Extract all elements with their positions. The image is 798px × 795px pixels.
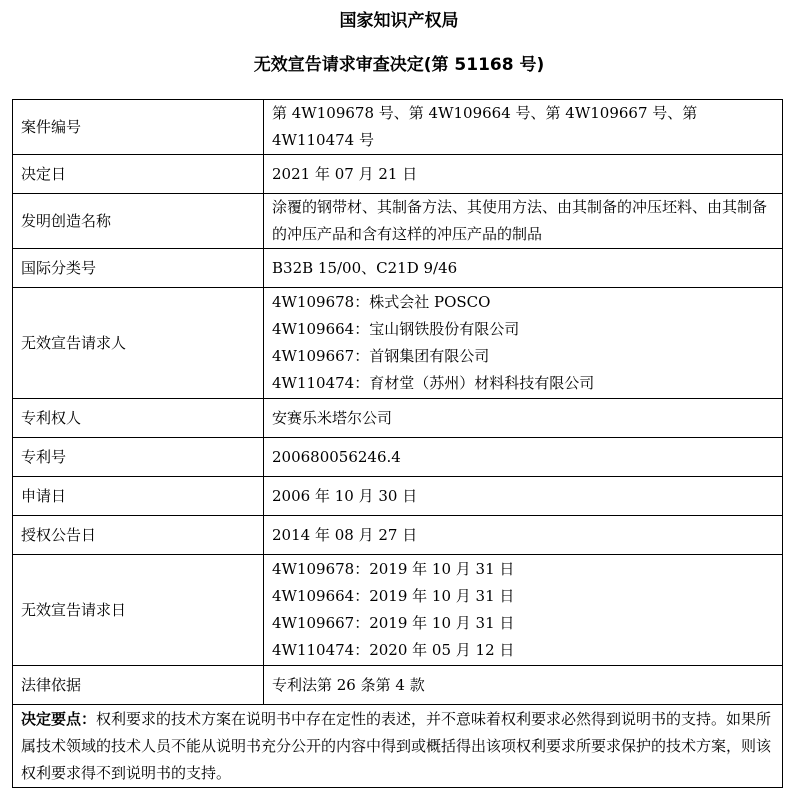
table-row (13, 100, 783, 155)
invention-name-value: 涂覆的钢带材、其制备方法、其使用方法、由其制备的冲压坯料、由其制备的冲压产品和含有这样的冲压产品的制品 (264, 194, 783, 249)
table-row (13, 194, 783, 249)
table-row (13, 477, 783, 516)
request-date-line: 4W110474：2020 年 05 月 12 日 (272, 641, 515, 659)
request-date-line: 4W109664：2019 年 10 月 31 日 (272, 587, 515, 605)
table-row (13, 555, 783, 666)
key-points-text: 权利要求的技术方案在说明书中存在定性的表述，并不意味着权利要求必然得到说明书的支持。如果所属技术领域的技术人员不能从说明书充分公开的内容中得到或概括得出该项权利要求所要求保护的技术方案，则该权利要求得不到说明书的支持。 (21, 709, 772, 782)
table-row (13, 288, 783, 399)
table-row (13, 155, 783, 194)
requesters-label: 无效宣告请求人 (13, 288, 264, 399)
table-row (13, 438, 783, 477)
table-row (13, 666, 783, 705)
case-no-label: 案件编号 (13, 100, 264, 155)
legal-basis-value: 专利法第 26 条第 4 款 (264, 666, 783, 705)
key-points-cell (13, 705, 783, 788)
case-no-value: 第 4W109678 号、第 4W109664 号、第 4W109667 号、第 4W110474 号 (264, 100, 783, 155)
table-row (13, 399, 783, 438)
patentee-value: 安赛乐米塔尔公司 (264, 399, 783, 438)
table-row (13, 705, 783, 788)
office-title: 国家知识产权局 (339, 11, 459, 31)
decision-title: 无效宣告请求审查决定(第 51168 号) (253, 55, 545, 75)
patentee-label: 专利权人 (13, 399, 264, 438)
request-dates-label: 无效宣告请求日 (13, 555, 264, 666)
filing-date-value: 2006 年 10 月 30 日 (264, 477, 783, 516)
grant-date-value: 2014 年 08 月 27 日 (264, 516, 783, 555)
invention-name-label: 发明创造名称 (13, 194, 264, 249)
table-row (13, 516, 783, 555)
requester-line: 4W109664：宝山钢铁股份有限公司 (272, 320, 520, 338)
legal-basis-label: 法律依据 (13, 666, 264, 705)
table-row (13, 249, 783, 288)
ipc-value: B32B 15/00、C21D 9/46 (264, 249, 783, 288)
requesters-value (264, 288, 783, 399)
filing-date-label: 申请日 (13, 477, 264, 516)
ipc-label: 国际分类号 (13, 249, 264, 288)
patent-no-value: 200680056246.4 (264, 438, 783, 477)
decision-date-label: 决定日 (13, 155, 264, 194)
key-points-label: 决定要点： (21, 709, 97, 728)
requester-line: 4W109678：株式会社 POSCO (272, 293, 491, 311)
patent-no-label: 专利号 (13, 438, 264, 477)
request-date-line: 4W109678：2019 年 10 月 31 日 (272, 560, 515, 578)
requester-line: 4W109667：首钢集团有限公司 (272, 347, 490, 365)
requester-line: 4W110474：育材堂（苏州）材料科技有限公司 (272, 374, 595, 392)
decision-date-value: 2021 年 07 月 21 日 (264, 155, 783, 194)
decision-info-table (12, 99, 783, 788)
request-dates-value (264, 555, 783, 666)
request-date-line: 4W109667：2019 年 10 月 31 日 (272, 614, 515, 632)
grant-date-label: 授权公告日 (13, 516, 264, 555)
